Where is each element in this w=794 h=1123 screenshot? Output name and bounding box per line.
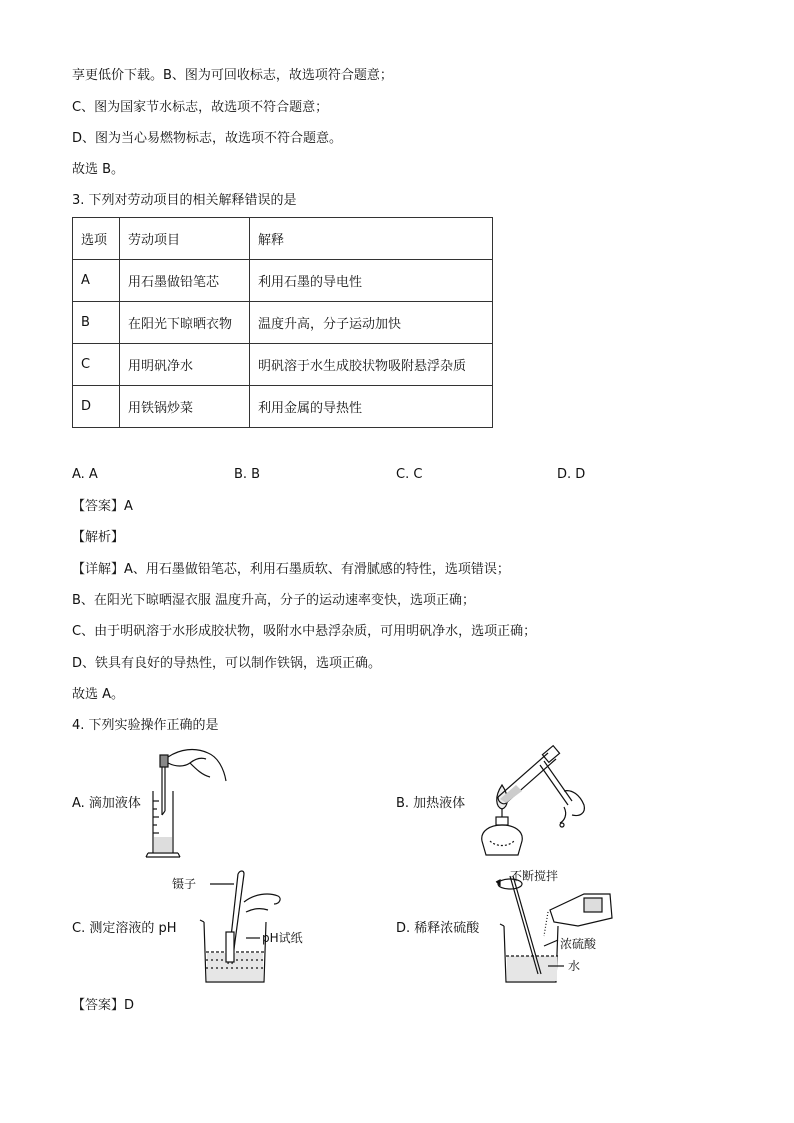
- water-label: 水: [568, 959, 581, 973]
- text-line: 故选 B。: [72, 162, 125, 177]
- acid-label: 浓硫酸: [560, 937, 597, 951]
- detail-line: [72, 561, 510, 579]
- detail-tag: 【详解】: [72, 562, 125, 577]
- text-line: 享更低价下载。B、图为可回收标志，故选项符合题意；: [72, 68, 393, 83]
- text-line: C、图为国家节水标志，故选项不符合题意；: [72, 100, 329, 115]
- table-header-cell: 劳动项目: [120, 218, 250, 260]
- answer-line: [72, 498, 133, 516]
- figure-diluting-acid: [488, 866, 618, 990]
- table-cell: 明矾溶于水生成胶状物吸附悬浮杂质: [250, 344, 493, 386]
- table-cell: B: [73, 302, 120, 344]
- detail-line: B、在阳光下晾晒湿衣服 温度升高，分子的运动速率变快，选项正确；: [72, 593, 476, 608]
- option-d-label: D. 稀释浓硫酸: [396, 921, 480, 936]
- detail-line: D、铁具有良好的导热性，可以制作铁锅，选项正确。: [72, 656, 382, 671]
- figure-dropping-liquid: [140, 745, 240, 863]
- answer-tag: 【答案】: [72, 499, 125, 514]
- ph-paper-label: pH试纸: [262, 931, 303, 945]
- option-c: C. C: [396, 467, 423, 482]
- option-c-label: C. 测定溶液的 pH: [72, 921, 177, 936]
- conclusion-line: 故选 A。: [72, 687, 125, 702]
- table-cell: C: [73, 344, 120, 386]
- option-b-label: B. 加热液体: [396, 796, 466, 811]
- option-a-label: A. 滴加液体: [72, 796, 141, 811]
- text-line: D、图为当心易燃物标志，故选项不符合题意。: [72, 131, 343, 146]
- table-cell: 利用金属的导热性: [250, 386, 493, 428]
- table-row: [73, 302, 493, 344]
- table-cell: 用铁锅炒菜: [120, 386, 250, 428]
- table-header-row: [73, 218, 493, 260]
- stir-label: 不断搅拌: [510, 869, 559, 883]
- table-row: [73, 386, 493, 428]
- answer-tag: 【答案】: [72, 998, 125, 1013]
- option-d: D. D: [557, 467, 586, 482]
- figure-measuring-ph: [170, 868, 320, 990]
- table-cell: 利用石墨的导电性: [250, 260, 493, 302]
- table-cell: D: [73, 386, 120, 428]
- table-cell: 温度升高，分子运动加快: [250, 302, 493, 344]
- question-4-stem: 4. 下列实验操作正确的是: [72, 718, 219, 733]
- answer-value: A: [124, 499, 133, 514]
- answer-line: [72, 997, 134, 1015]
- question-3-table: [72, 217, 493, 428]
- table-header-cell: 选项: [73, 218, 120, 260]
- analysis-tag: 【解析】: [72, 530, 125, 545]
- table-cell: 在阳光下晾晒衣物: [120, 302, 250, 344]
- table-header-cell: 解释: [250, 218, 493, 260]
- table-cell: 用明矾净水: [120, 344, 250, 386]
- detail-text: A、用石墨做铅笔芯，利用石墨质软、有滑腻感的特性，选项错误；: [124, 562, 510, 577]
- table-row: [73, 260, 493, 302]
- option-a: A. A: [72, 467, 98, 482]
- table-cell: A: [73, 260, 120, 302]
- detail-line: C、由于明矾溶于水形成胶状物，吸附水中悬浮杂质，可用明矾净水，选项正确；: [72, 624, 537, 639]
- question-3-stem: 3. 下列对劳动项目的相关解释错误的是: [72, 193, 297, 208]
- table-cell: 用石墨做铅笔芯: [120, 260, 250, 302]
- option-b: B. B: [234, 467, 261, 482]
- answer-value: D: [124, 998, 135, 1013]
- tweezers-label: 镊子: [172, 877, 197, 891]
- table-row: [73, 344, 493, 386]
- figure-heating-liquid: [460, 745, 600, 863]
